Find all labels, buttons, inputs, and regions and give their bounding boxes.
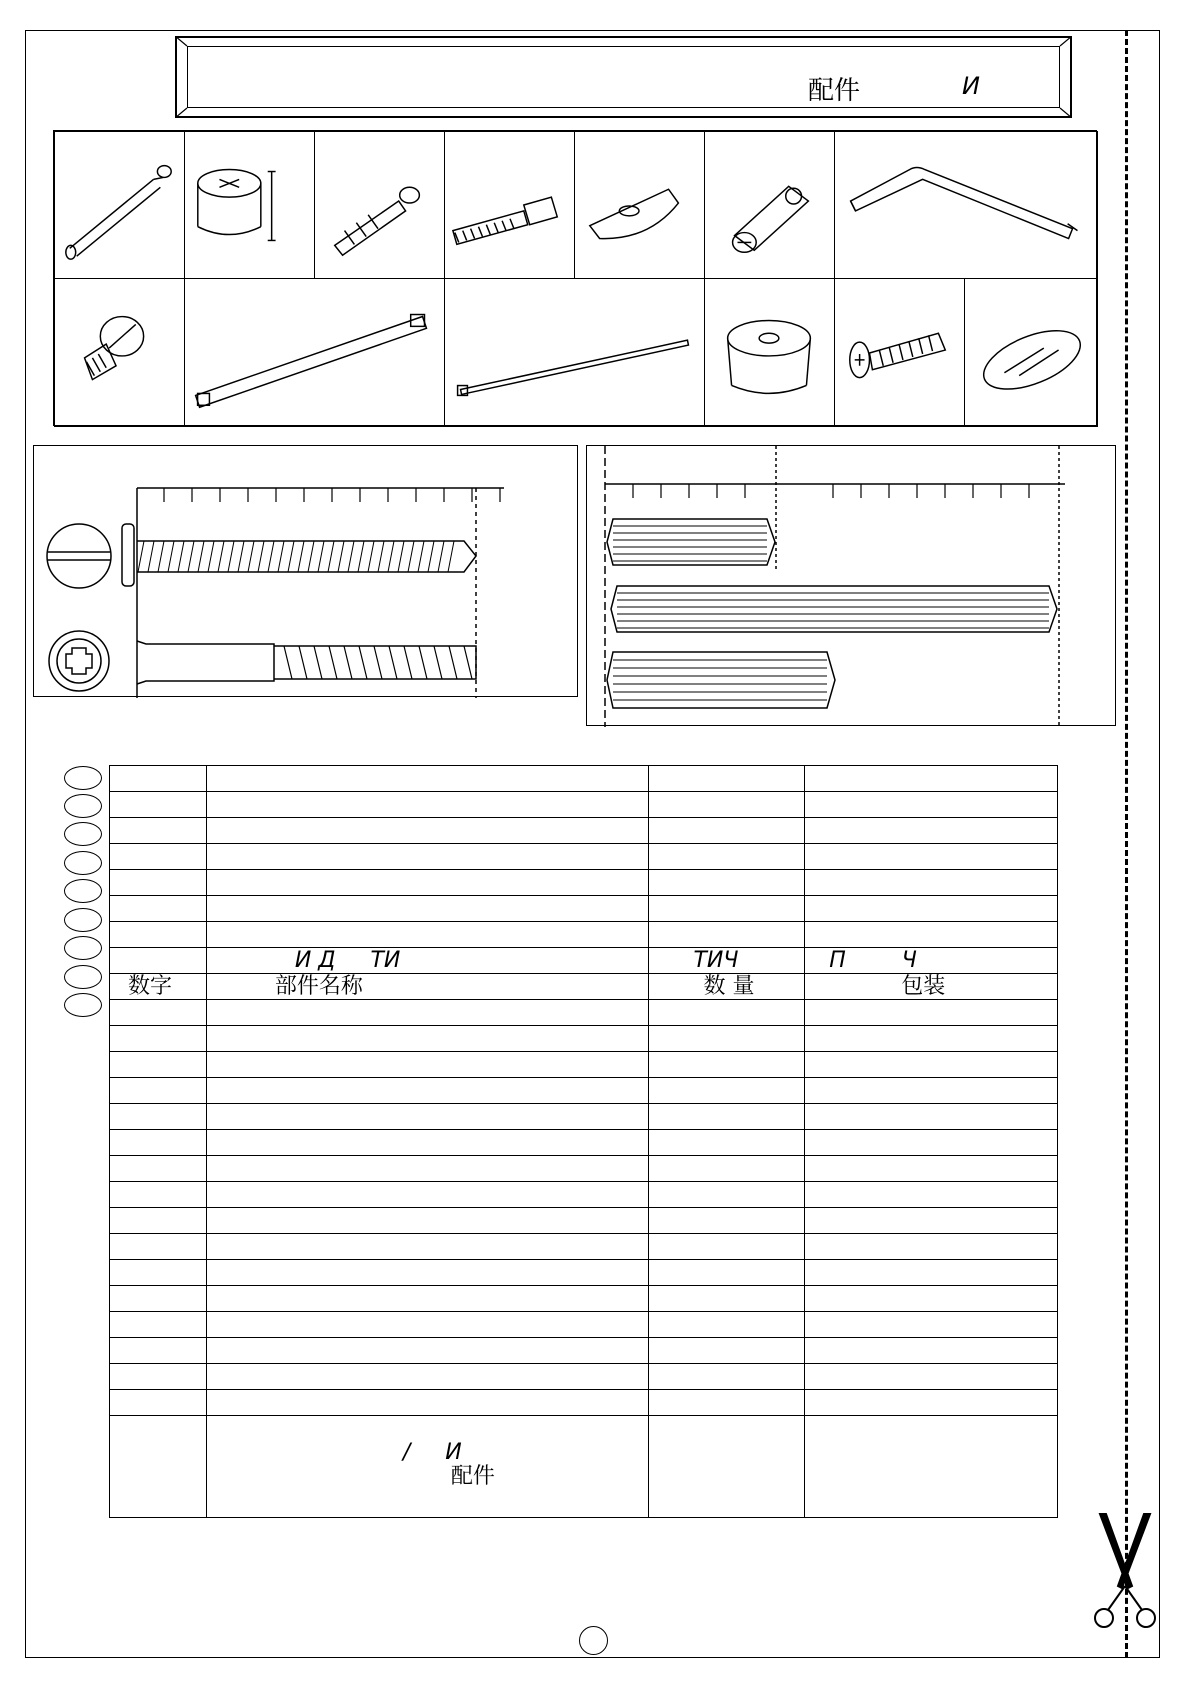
footer-title: 配件	[450, 1464, 495, 1489]
wedge-plate-icon	[574, 131, 705, 279]
table-row	[110, 1156, 1058, 1182]
footer-code: / И	[402, 1440, 462, 1465]
connector-bolt-icon	[314, 131, 445, 279]
row-marker	[64, 965, 102, 989]
table-row	[110, 1104, 1058, 1130]
row-marker	[64, 908, 102, 932]
header-quantity: 数 量	[703, 973, 755, 999]
table-row	[110, 1000, 1058, 1026]
table-header-row	[110, 974, 1058, 1000]
table-row	[110, 922, 1058, 948]
pan-head-screw-icon	[54, 278, 185, 427]
table-row	[110, 1338, 1058, 1364]
page-title: 配件	[808, 76, 861, 106]
row-marker	[64, 822, 102, 846]
table-row	[110, 1208, 1058, 1234]
table-row	[110, 1260, 1058, 1286]
table-row	[110, 1130, 1058, 1156]
table-row	[110, 870, 1058, 896]
table-row	[110, 1312, 1058, 1338]
table-row	[110, 1182, 1058, 1208]
table-row	[110, 1390, 1058, 1416]
table-row	[110, 1026, 1058, 1052]
table-row	[110, 844, 1058, 870]
scissors-icon	[1092, 1512, 1158, 1630]
hardware-grid	[53, 130, 1097, 426]
parts-table	[109, 765, 1058, 1518]
table-row	[110, 1234, 1058, 1260]
name-code: И Д ТИ	[294, 947, 401, 973]
table-row	[110, 1052, 1058, 1078]
table-row	[110, 1078, 1058, 1104]
row-marker	[64, 993, 102, 1017]
banner-bevel	[175, 36, 1072, 118]
pack-code: П Ч	[829, 947, 917, 973]
metal-strap-icon	[184, 278, 445, 427]
screws-panel	[33, 445, 578, 697]
qty-code: ТИЧ	[693, 947, 739, 973]
phillips-screw-icon	[834, 278, 965, 427]
table-row	[110, 766, 1058, 792]
cross-dowel-icon	[704, 131, 835, 279]
row-marker	[64, 794, 102, 818]
table-row	[110, 896, 1058, 922]
header-number: 数字	[128, 973, 173, 999]
row-marker	[64, 851, 102, 875]
oval-glass-pad-icon	[964, 278, 1098, 427]
cut-line	[1125, 30, 1128, 1658]
table-row	[110, 792, 1058, 818]
threaded-screw-icon	[444, 131, 575, 279]
row-marker	[64, 879, 102, 903]
round-spacer-icon	[704, 278, 835, 427]
allen-key-icon	[834, 131, 1098, 279]
row-marker	[64, 936, 102, 960]
cam-lock-icon	[184, 131, 315, 279]
row-marker	[64, 766, 102, 790]
table-code-row	[110, 948, 1058, 974]
table-row	[110, 1364, 1058, 1390]
page-title-code: И	[962, 72, 980, 100]
header-package: 包装	[901, 973, 946, 999]
page-number-circle	[579, 1626, 608, 1655]
header-name: 部件名称	[274, 973, 363, 999]
table-row	[110, 818, 1058, 844]
cable-tie-icon	[444, 278, 705, 427]
dowels-panel	[586, 445, 1116, 726]
table-footer-row	[110, 1416, 1058, 1518]
dowel-cam-bolt-icon	[54, 131, 185, 279]
table-row	[110, 1286, 1058, 1312]
